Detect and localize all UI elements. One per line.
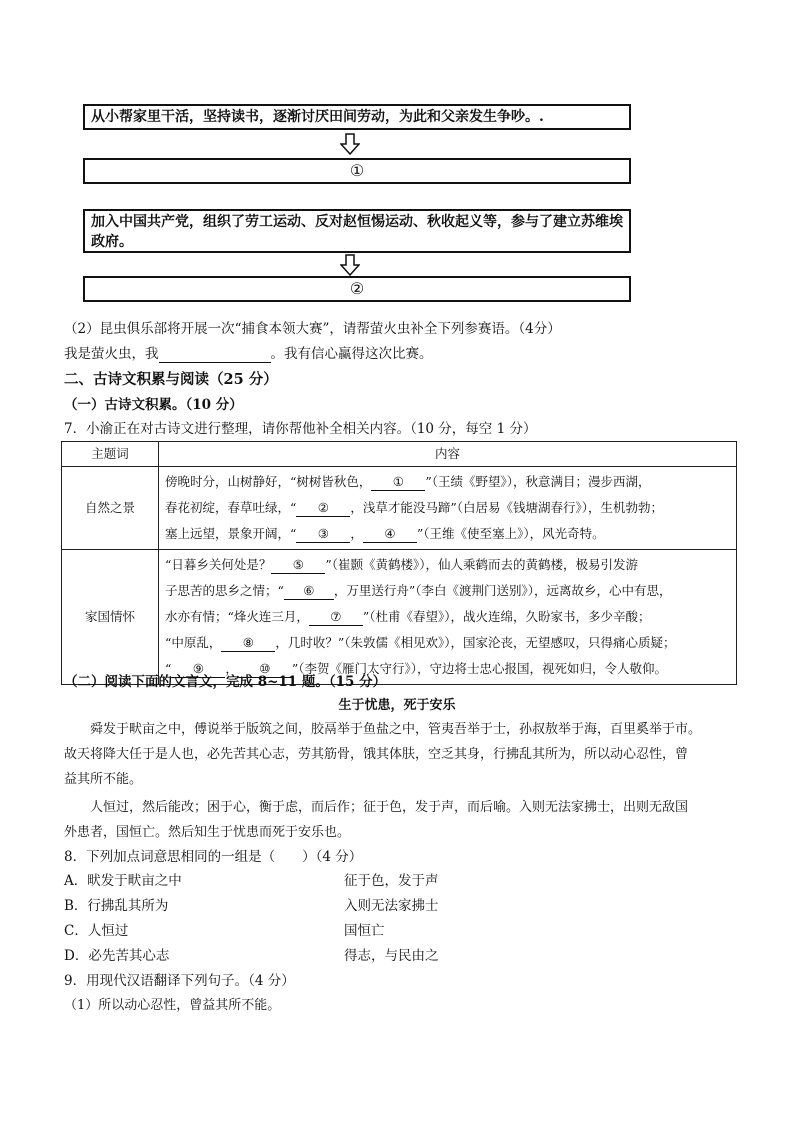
q8-option-b-right: 入则无法家拂士: [344, 898, 439, 914]
passage-paragraph-1: [64, 717, 734, 792]
part-2-title: （二）阅读下面的文言文，完成 8~11 题。（15 分）: [64, 674, 387, 690]
content-line: 傍晚时分，山树静好，“树树皆秋色， ① ”（王绩《野望》），秋意满目；漫步西湖，: [165, 474, 651, 489]
part-1-title: （一）古诗文积累。（10 分）: [64, 397, 243, 413]
q8-option-d-right: 得志，与民由之: [344, 948, 439, 964]
q8-option-c-right: 国恒亡: [344, 923, 385, 939]
section-2-title: 二、古诗文积累与阅读（25 分）: [64, 371, 278, 388]
down-arrow-icon: [340, 254, 360, 276]
content-line: “ ⑨ ， ⑩ ”（李贺《雁门太守行》），守边将士忠心报国，视死如归，令人敬仰。: [165, 661, 668, 676]
q6-2-before: 我是萤火虫，我: [64, 346, 159, 362]
passage-line: 外患者，国恒亡。然后知生于忧患而死于安乐也。: [64, 825, 351, 840]
q8-option-a[interactable]: A．畎发于畎亩之中: [64, 873, 182, 889]
flow-box-4: ②: [83, 276, 631, 302]
poem-table: [61, 441, 737, 685]
row-content: [159, 550, 737, 685]
blank-8[interactable]: ⑧: [221, 635, 275, 652]
table-header-row: [62, 442, 737, 467]
row-content: [159, 467, 737, 550]
header-content: 内容: [159, 442, 737, 467]
q8-stem: 8．下列加点词意思相同的一组是（ ）（4 分）: [64, 849, 363, 865]
q6-2-prompt: （2）昆虫俱乐部将开展一次“捕食本领大赛”，请帮萤火虫补全下列参赛语。（4分）: [64, 321, 561, 337]
content-line: 塞上远望，景象开阔，“ ③ ， ④ ”（王维《使至塞上》），风光奇特。: [165, 526, 605, 541]
content-line: “日暮乡关何处是？ ⑤ ”（崔颢《黄鹤楼》），仙人乘鹤而去的黄鹤楼，极易引发游: [165, 557, 639, 572]
blank-4[interactable]: ④: [363, 526, 417, 543]
q8-option-a-right: 征于色，发于声: [344, 873, 439, 889]
table-row: [62, 550, 737, 685]
q9-stem: 9．用现代汉语翻译下列句子。（4 分）: [64, 973, 295, 989]
content-line: “中原乱， ⑧ ，几时收？”（朱敦儒《相见欢》），国家沦丧，无望感叹，只得痛心质疑；: [165, 635, 676, 650]
row-keyword: 家国情怀: [62, 550, 159, 685]
q9-item-1: （1）所以动心忍性，曾益其所不能。: [64, 998, 281, 1013]
q8-option-d[interactable]: D．必先苦其心志: [64, 948, 170, 964]
q8-option-c[interactable]: C．人恒过: [64, 923, 129, 939]
passage-line: 故天将降大任于是人也，必先苦其心志，劳其筋骨，饿其体肤，空乏其身，行拂乱其所为，所以动心忍性，曾: [64, 747, 689, 762]
passage-line: 舜发于畎亩之中，傅说举于版筑之间，胶鬲举于鱼盐之中，管夷吾举于士，孙叔敖举于海，百里奚举于市。: [90, 722, 702, 737]
q6-2-after: 。我有信心赢得这次比赛。: [270, 346, 433, 362]
down-arrow-icon: [340, 133, 360, 155]
passage-line: 益其所不能。: [64, 772, 143, 787]
flow-box-1: 从小帮家里干活，坚持读书，逐渐讨厌田间劳动，为此和父亲发生争吵。.: [83, 104, 631, 130]
q6-2-answer-line: [64, 344, 433, 364]
content-line: 春花初绽，春草吐绿，“ ② ，浅草才能没马蹄”（白居易《钱塘湖春行》），生机勃勃；: [165, 500, 664, 515]
blank-6[interactable]: ⑥: [284, 583, 334, 600]
passage-line: 人恒过，然后能改；困于心，衡于虑，而后作；征于色，发于声，而后喻。入则无法家拂士，出则无敌国: [90, 800, 689, 815]
blank-2[interactable]: ②: [296, 500, 350, 517]
blank-9[interactable]: ⑨: [171, 661, 225, 678]
q7-stem: 7．小渝正在对古诗文进行整理，请你帮他补全相关内容。（10 分，每空 1 分）: [64, 421, 537, 437]
passage-title: 生于忧患，死于安乐: [338, 698, 456, 713]
flow-box-2: ①: [83, 158, 631, 184]
blank-1[interactable]: ①: [371, 474, 425, 491]
blank-3[interactable]: ③: [296, 526, 350, 543]
blank-10[interactable]: ⑩: [238, 661, 292, 678]
content-line: 水亦有情；“烽火连三月， ⑦ ”（杜甫《春望》），战火连绵，久盼家书，多少辛酸；: [165, 609, 651, 624]
blank-5[interactable]: ⑤: [271, 557, 325, 574]
row-keyword: 自然之景: [62, 467, 159, 550]
header-keyword: 主题词: [62, 442, 159, 467]
q6-2-blank[interactable]: [159, 346, 271, 363]
passage-paragraph-2: [64, 795, 734, 845]
q8-option-b[interactable]: B．行拂乱其所为: [64, 898, 169, 914]
flow-box-3: 加入中国共产党，组织了劳工运动、反对赵恒惕运动、秋收起义等，参与了建立苏维埃政府。: [83, 209, 631, 253]
content-line: 子思苦的思乡之情；“ ⑥ ，万里送行舟”（李白《渡荆门送别》），远离故乡，心中有思，: [165, 583, 672, 598]
table-row: [62, 467, 737, 550]
blank-7[interactable]: ⑦: [309, 609, 363, 626]
